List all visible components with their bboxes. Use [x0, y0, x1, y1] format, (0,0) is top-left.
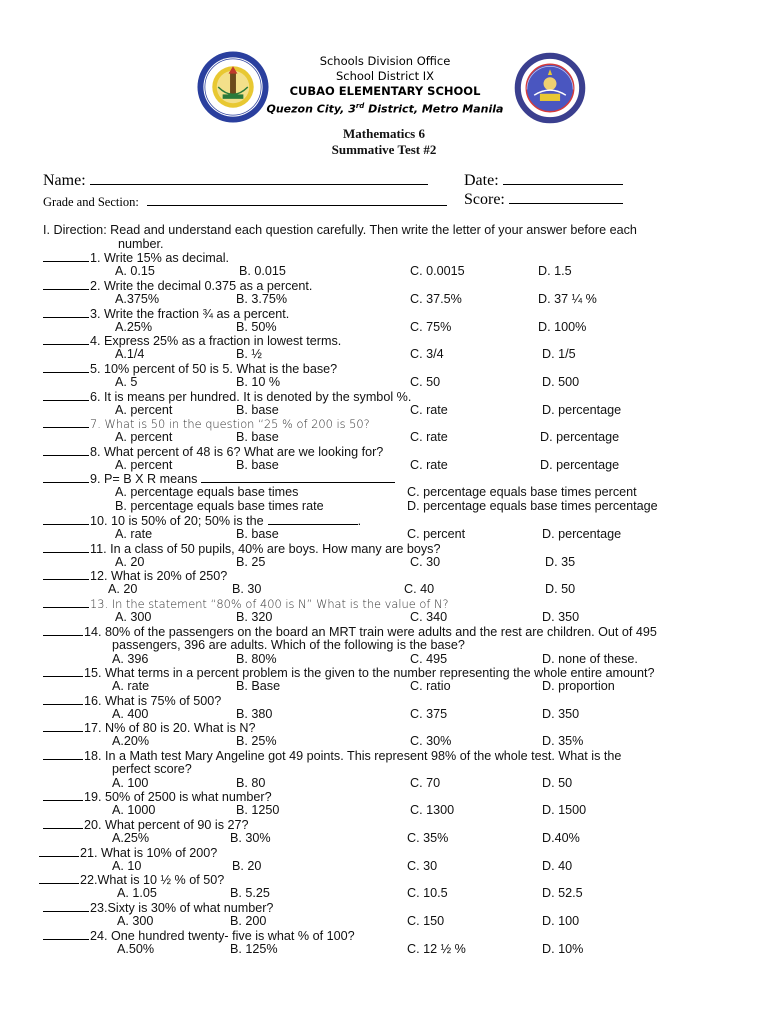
option-a: A. percent — [115, 430, 173, 444]
option-b: B. 3.75% — [236, 292, 288, 306]
answer-blank[interactable] — [43, 416, 89, 428]
question-21 — [39, 845, 217, 860]
header-office: Schools Division Office — [319, 54, 451, 68]
option-b: B. base — [236, 430, 279, 444]
option-d: D. 50 — [545, 582, 576, 596]
question-4 — [43, 333, 341, 348]
option-b: B. base — [236, 527, 279, 541]
grade-section-line[interactable] — [147, 193, 447, 206]
option-c: C. 75% — [410, 320, 452, 334]
option-b: B. 380 — [236, 707, 273, 721]
question-text: 8. What percent of 48 is 6? What are we looking for? — [90, 445, 384, 459]
option-a: A.25% — [115, 320, 153, 334]
answer-blank[interactable] — [43, 250, 89, 262]
option-a: A. 400 — [112, 707, 149, 721]
question-text: 11. In a class of 50 pupils, 40% are boys. How many are boys? — [90, 542, 441, 556]
option-d: D. 500 — [542, 375, 580, 389]
option-b: B. 10 % — [236, 375, 281, 389]
answer-blank[interactable] — [43, 278, 89, 290]
option-c: C. 1300 — [410, 803, 455, 817]
question-text: 10. 10 is 50% of 20; 50% is the — [90, 514, 264, 528]
option-a: A. 300 — [117, 914, 154, 928]
option-a: A. percent — [115, 458, 173, 472]
option-d: D. 50 — [542, 776, 573, 790]
option-a: A. 5 — [115, 375, 138, 389]
question-18 — [43, 748, 621, 763]
option-a: A. percent — [115, 403, 173, 417]
question-15 — [43, 665, 655, 680]
option-c: C. 37.5% — [410, 292, 462, 306]
option-b: B. 25 — [236, 555, 266, 569]
test-title: Summative Test #2 — [331, 142, 437, 157]
question-22 — [39, 872, 224, 887]
option-b: B. base — [236, 403, 279, 417]
option-a: A. 20 — [108, 582, 138, 596]
question-text: 17. N% of 80 is 20. What is N? — [84, 721, 256, 735]
option-b: B. 0.015 — [239, 264, 286, 278]
option-a: A. rate — [115, 527, 153, 541]
answer-blank[interactable] — [43, 817, 83, 829]
question-16 — [43, 693, 221, 708]
option-b: B. Base — [236, 679, 281, 693]
answer-blank[interactable] — [43, 306, 89, 318]
question-11 — [43, 541, 440, 556]
question-13 — [43, 596, 449, 611]
option-c: C. 30 — [410, 555, 441, 569]
name-line[interactable] — [90, 172, 428, 185]
option-c: C. 40 — [404, 582, 435, 596]
option-b: B. 30 — [232, 582, 262, 596]
answer-blank[interactable] — [43, 624, 83, 636]
option-a: A. 10 — [112, 859, 142, 873]
option-d: D. 1.5 — [538, 264, 572, 278]
answer-blank[interactable] — [43, 541, 89, 553]
option-b: B. 125% — [230, 942, 278, 956]
option-c: C. 375 — [410, 707, 448, 721]
question-text: 14. 80% of the passengers on the board an MRT train were adults and the rest are children. Out of 495 — [84, 625, 657, 639]
direction-text-cont: number. — [118, 237, 164, 251]
option-a: A. 1000 — [112, 803, 156, 817]
option-d: D. 100% — [538, 320, 587, 334]
option-d: D. percentage — [540, 458, 620, 472]
option-b: B. 30% — [230, 831, 271, 845]
name-field[interactable] — [43, 172, 428, 190]
option-c: C. 0.0015 — [410, 264, 465, 278]
option-d: D. proportion — [542, 679, 615, 693]
option-a: A. 300 — [115, 610, 152, 624]
option-a: A.1/4 — [115, 347, 145, 361]
option-d: D.40% — [542, 831, 580, 845]
score-line[interactable] — [509, 191, 623, 204]
question-text: 24. One hundred twenty- five is what % of 100? — [90, 929, 355, 943]
option-c: C. 340 — [410, 610, 448, 624]
question-text: 4. Express 25% as a fraction in lowest terms. — [90, 334, 342, 348]
option-b: B. 5.25 — [230, 886, 270, 900]
option-a: A. 0.15 — [115, 264, 155, 278]
option-a: A. 396 — [112, 652, 149, 666]
option-d: D. 35 — [545, 555, 576, 569]
question-text: 23.Sixty is 30% of what number? — [90, 901, 274, 915]
grade-section-label: Grade and Section: — [43, 195, 139, 209]
option-a: A.20% — [112, 734, 150, 748]
option-b: B. 80 — [236, 776, 266, 790]
question-text: 12. What is 20% of 250? — [90, 569, 228, 583]
answer-blank[interactable] — [43, 513, 89, 525]
option-d: D. 350 — [542, 610, 580, 624]
option-d: D. 40 — [542, 859, 573, 873]
option-c: C. 12 ½ % — [407, 942, 466, 956]
option-b: B. 200 — [230, 914, 267, 928]
test-subject: Mathematics 6 — [343, 126, 425, 141]
answer-blank[interactable] — [43, 748, 83, 760]
question-8 — [43, 444, 383, 459]
option-d: D. none of these. — [542, 652, 638, 666]
option-d: D. 1500 — [542, 803, 587, 817]
header-school-name: CUBAO ELEMENTARY SCHOOL — [289, 84, 481, 98]
option-a: A. percentage equals base times — [115, 485, 299, 499]
question-text: 13. In the statement “80% of 400 is N” What is the value of N? — [90, 597, 449, 611]
answer-blank[interactable] — [43, 665, 83, 677]
option-b: B. base — [236, 458, 279, 472]
option-a: A.50% — [117, 942, 155, 956]
answer-blank[interactable] — [43, 900, 89, 912]
date-line[interactable] — [503, 172, 623, 185]
question-3 — [43, 306, 289, 321]
option-d: D. 1/5 — [542, 347, 576, 361]
option-c: C. rate — [410, 458, 448, 472]
question-17 — [43, 720, 256, 735]
fill-in-blank[interactable] — [268, 513, 358, 525]
option-d: D. 100 — [542, 914, 580, 928]
answer-blank[interactable] — [43, 361, 89, 373]
question-6 — [43, 389, 411, 404]
option-c: C. rate — [410, 403, 448, 417]
option-c: C. 70 — [410, 776, 441, 790]
question-text: 16. What is 75% of 500? — [84, 694, 222, 708]
option-d: D. percentage — [542, 403, 622, 417]
answer-blank[interactable] — [43, 596, 89, 608]
option-d: D. percentage equals base times percentage — [407, 499, 658, 513]
score-field[interactable] — [464, 191, 623, 209]
question-24 — [43, 928, 355, 943]
option-a: A.25% — [112, 831, 150, 845]
grade-section-field[interactable] — [43, 193, 447, 210]
name-label: Name: — [43, 172, 86, 189]
option-b: B. 50% — [236, 320, 277, 334]
option-b: B. 320 — [236, 610, 273, 624]
date-field[interactable] — [464, 172, 623, 190]
option-a: A. 1.05 — [117, 886, 157, 900]
option-d: D. 52.5 — [542, 886, 583, 900]
option-b: B. 1250 — [236, 803, 280, 817]
question-text: 1. Write 15% as decimal. — [90, 251, 230, 265]
question-text: 3. Write the fraction ¾ as a percent. — [90, 307, 290, 321]
option-a: A. rate — [112, 679, 150, 693]
option-b: B. ½ — [236, 347, 262, 361]
question-text: 5. 10% percent of 50 is 5. What is the base? — [90, 362, 338, 376]
option-a: A. 20 — [115, 555, 145, 569]
option-b: B. percentage equals base times rate — [115, 499, 324, 513]
question-12 — [43, 568, 227, 583]
answer-blank[interactable] — [43, 789, 83, 801]
option-d: D. percentage — [540, 430, 620, 444]
option-c: C. rate — [410, 430, 448, 444]
question-text: 20. What percent of 90 is 27? — [84, 818, 249, 832]
option-c: C. 50 — [410, 375, 441, 389]
question-text: 7. What is 50 in the question “25 % of 200 is 50? — [90, 417, 370, 431]
answer-blank[interactable] — [43, 568, 89, 580]
option-d: D. percentage — [542, 527, 622, 541]
option-a: A. 100 — [112, 776, 149, 790]
question-1 — [43, 250, 229, 265]
answer-blank[interactable] — [43, 444, 89, 456]
question-5 — [43, 361, 337, 376]
option-d: D. 37 ¼ % — [538, 292, 597, 306]
question-text: 2. Write the decimal 0.375 as a percent. — [90, 279, 313, 293]
question-text: 15. What terms in a percent problem is the given to the number representing the whole entire amount? — [84, 666, 655, 680]
option-c: C. 30% — [410, 734, 452, 748]
question-20 — [43, 817, 249, 832]
question-text-cont: passengers, 396 are adults. Which of the following is the base? — [112, 638, 465, 652]
header-address: Quezon City, 3rd District, Metro Manila — [266, 102, 504, 116]
question-10 — [43, 513, 361, 528]
answer-blank[interactable] — [39, 872, 79, 884]
score-label: Score: — [464, 191, 505, 208]
question-text-cont: perfect score? — [112, 762, 192, 776]
option-c: C. ratio — [410, 679, 451, 693]
question-text: 19. 50% of 2500 is what number? — [84, 790, 272, 804]
option-c: C. 495 — [410, 652, 448, 666]
option-a: A.375% — [115, 292, 160, 306]
option-d: D. 10% — [542, 942, 584, 956]
question-7 — [43, 416, 370, 431]
option-c: C. 30 — [407, 859, 438, 873]
answer-blank[interactable] — [39, 845, 79, 857]
option-d: D. 350 — [542, 707, 580, 721]
question-9 — [43, 471, 395, 486]
option-c: C. percent — [407, 527, 466, 541]
answer-blank[interactable] — [43, 333, 89, 345]
answer-blank[interactable] — [43, 471, 89, 483]
answer-blank[interactable] — [43, 928, 89, 940]
question-text: 18. In a Math test Mary Angeline got 49 points. This represent 98% of the whole test. What is the — [84, 749, 622, 763]
header-district: School District IX — [335, 69, 435, 83]
answer-blank[interactable] — [43, 693, 83, 705]
option-c: C. percentage equals base times percent — [407, 485, 637, 499]
question-text: 22.What is 10 ½ % of 50? — [80, 873, 225, 887]
answer-blank[interactable] — [43, 389, 89, 401]
answer-blank[interactable] — [43, 720, 83, 732]
question-23 — [43, 900, 273, 915]
fill-in-blank[interactable] — [201, 471, 395, 483]
question-text: 21. What is 10% of 200? — [80, 846, 218, 860]
question-19 — [43, 789, 272, 804]
question-text-end: . — [357, 514, 362, 528]
option-b: B. 25% — [236, 734, 277, 748]
date-label: Date: — [464, 172, 499, 189]
question-14 — [43, 624, 657, 639]
option-b: B. 20 — [232, 859, 262, 873]
question-2 — [43, 278, 312, 293]
question-text: 6. It is means per hundred. It is denoted by the symbol %. — [90, 390, 412, 404]
option-c: C. 150 — [407, 914, 445, 928]
question-text: 9. P= B X R means — [90, 472, 198, 486]
option-c: C. 10.5 — [407, 886, 448, 900]
option-c: C. 3/4 — [410, 347, 444, 361]
direction-text: I. Direction: Read and understand each question carefully. Then write the letter of your answer before each — [43, 223, 637, 237]
option-c: C. 35% — [407, 831, 449, 845]
option-d: D. 35% — [542, 734, 584, 748]
option-b: B. 80% — [236, 652, 277, 666]
